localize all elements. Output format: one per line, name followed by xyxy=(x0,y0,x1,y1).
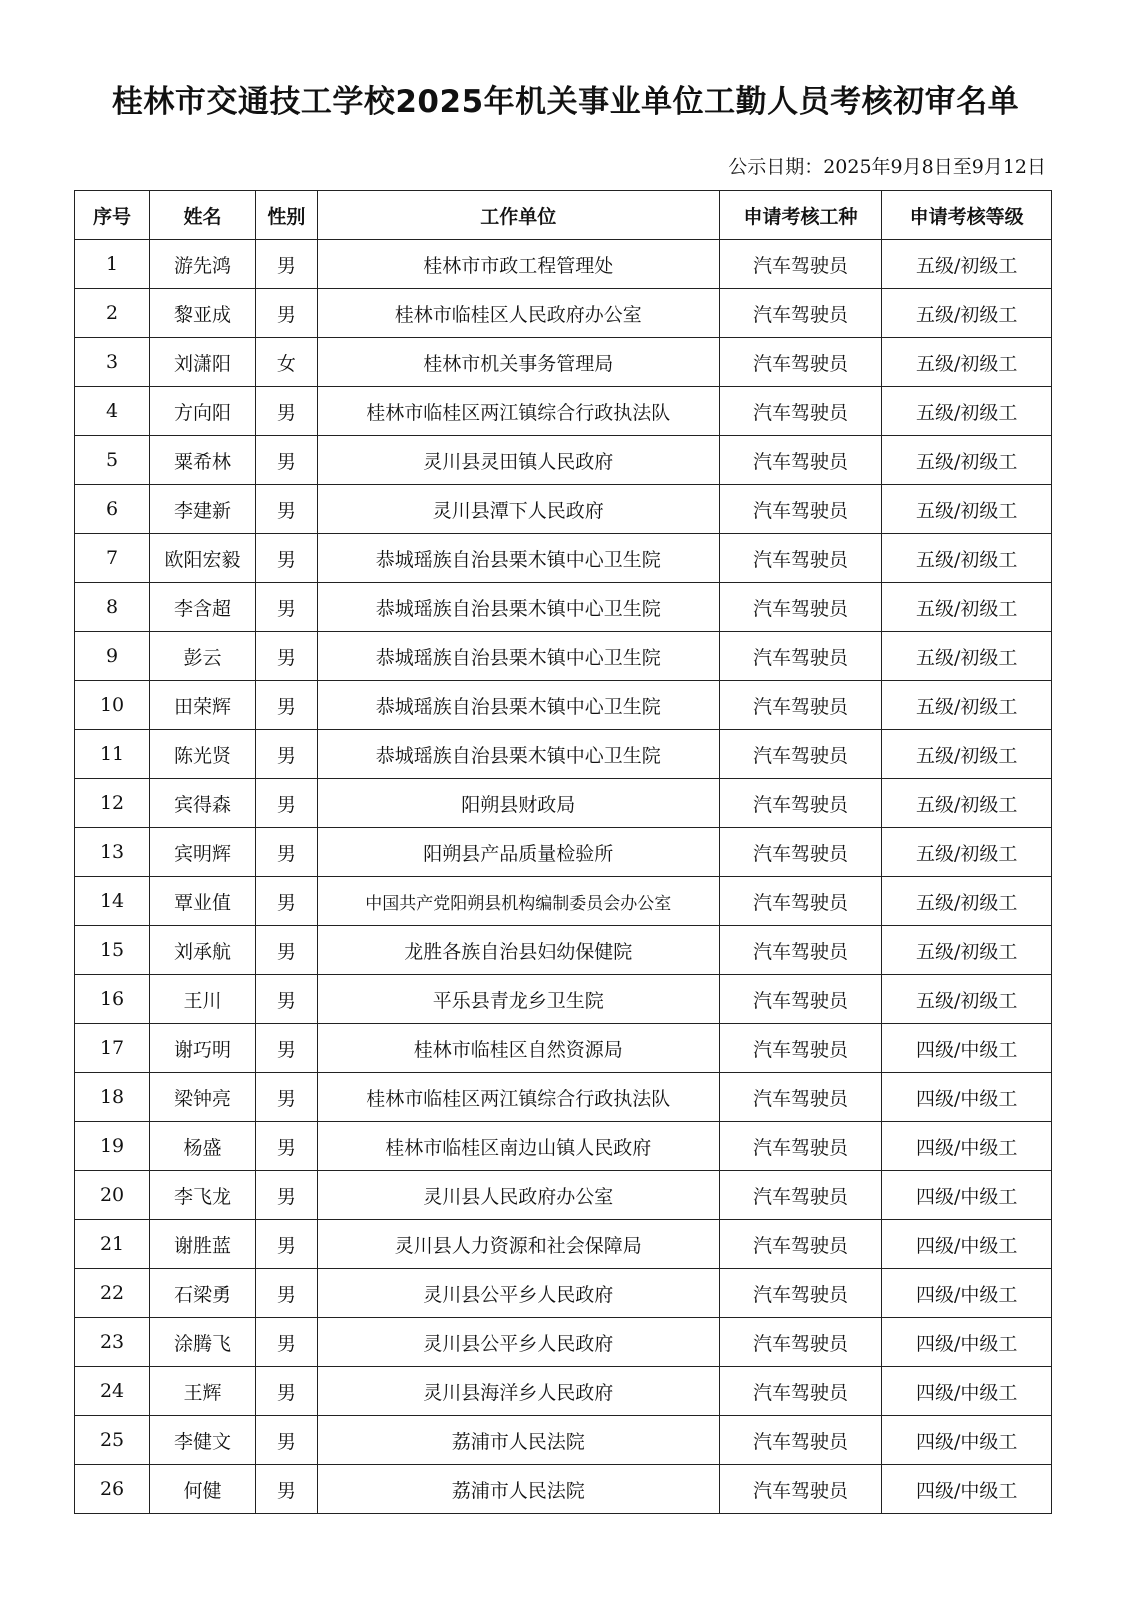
cell-gender: 男 xyxy=(255,730,317,779)
header-gender: 性别 xyxy=(255,191,317,240)
cell-name: 宾得森 xyxy=(150,779,256,828)
cell-seq: 22 xyxy=(75,1269,150,1318)
cell-seq: 12 xyxy=(75,779,150,828)
table-row xyxy=(75,240,1052,289)
cell-trade: 汽车驾驶员 xyxy=(719,1465,881,1514)
cell-gender: 男 xyxy=(255,1318,317,1367)
cell-gender: 男 xyxy=(255,1269,317,1318)
cell-name: 李飞龙 xyxy=(150,1171,256,1220)
cell-trade: 汽车驾驶员 xyxy=(719,1122,881,1171)
cell-seq: 8 xyxy=(75,583,150,632)
cell-name: 彭云 xyxy=(150,632,256,681)
cell-level: 四级/中级工 xyxy=(882,1024,1052,1073)
cell-seq: 26 xyxy=(75,1465,150,1514)
cell-unit: 恭城瑶族自治县栗木镇中心卫生院 xyxy=(317,534,719,583)
cell-seq: 4 xyxy=(75,387,150,436)
roster-table xyxy=(74,190,1052,1514)
table-row xyxy=(75,289,1052,338)
cell-gender: 男 xyxy=(255,240,317,289)
cell-level: 五级/初级工 xyxy=(882,289,1052,338)
cell-seq: 3 xyxy=(75,338,150,387)
cell-trade: 汽车驾驶员 xyxy=(719,1073,881,1122)
cell-trade: 汽车驾驶员 xyxy=(719,289,881,338)
cell-unit: 平乐县青龙乡卫生院 xyxy=(317,975,719,1024)
cell-level: 五级/初级工 xyxy=(882,534,1052,583)
header-name: 姓名 xyxy=(150,191,256,240)
table-row xyxy=(75,877,1052,926)
cell-name: 方向阳 xyxy=(150,387,256,436)
document-title: 桂林市交通技工学校2025年机关事业单位工勤人员考核初审名单 xyxy=(111,84,1020,120)
cell-trade: 汽车驾驶员 xyxy=(719,1024,881,1073)
cell-trade: 汽车驾驶员 xyxy=(719,485,881,534)
cell-gender: 男 xyxy=(255,1220,317,1269)
cell-trade: 汽车驾驶员 xyxy=(719,681,881,730)
cell-gender: 男 xyxy=(255,681,317,730)
cell-seq: 10 xyxy=(75,681,150,730)
cell-gender: 男 xyxy=(255,1367,317,1416)
cell-level: 五级/初级工 xyxy=(882,828,1052,877)
cell-trade: 汽车驾驶员 xyxy=(719,1416,881,1465)
cell-name: 李建新 xyxy=(150,485,256,534)
cell-trade: 汽车驾驶员 xyxy=(719,534,881,583)
cell-name: 覃业值 xyxy=(150,877,256,926)
cell-level: 五级/初级工 xyxy=(882,730,1052,779)
cell-gender: 男 xyxy=(255,1465,317,1514)
cell-name: 游先鸿 xyxy=(150,240,256,289)
cell-unit: 灵川县公平乡人民政府 xyxy=(317,1269,719,1318)
cell-level: 四级/中级工 xyxy=(882,1171,1052,1220)
cell-seq: 11 xyxy=(75,730,150,779)
table-row xyxy=(75,1269,1052,1318)
cell-name: 黎亚成 xyxy=(150,289,256,338)
cell-unit: 桂林市临桂区人民政府办公室 xyxy=(317,289,719,338)
cell-level: 五级/初级工 xyxy=(882,338,1052,387)
cell-unit: 灵川县人民政府办公室 xyxy=(317,1171,719,1220)
cell-trade: 汽车驾驶员 xyxy=(719,583,881,632)
cell-unit: 桂林市市政工程管理处 xyxy=(317,240,719,289)
cell-name: 谢巧明 xyxy=(150,1024,256,1073)
cell-level: 五级/初级工 xyxy=(882,975,1052,1024)
cell-unit: 灵川县海洋乡人民政府 xyxy=(317,1367,719,1416)
cell-unit: 恭城瑶族自治县栗木镇中心卫生院 xyxy=(317,583,719,632)
cell-unit: 龙胜各族自治县妇幼保健院 xyxy=(317,926,719,975)
cell-seq: 15 xyxy=(75,926,150,975)
cell-unit: 灵川县公平乡人民政府 xyxy=(317,1318,719,1367)
cell-unit: 灵川县潭下人民政府 xyxy=(317,485,719,534)
cell-level: 四级/中级工 xyxy=(882,1416,1052,1465)
cell-seq: 24 xyxy=(75,1367,150,1416)
cell-name: 何健 xyxy=(150,1465,256,1514)
cell-level: 五级/初级工 xyxy=(882,485,1052,534)
table-row xyxy=(75,387,1052,436)
cell-seq: 7 xyxy=(75,534,150,583)
cell-gender: 男 xyxy=(255,828,317,877)
cell-trade: 汽车驾驶员 xyxy=(719,975,881,1024)
cell-level: 四级/中级工 xyxy=(882,1367,1052,1416)
cell-trade: 汽车驾驶员 xyxy=(719,877,881,926)
table-row xyxy=(75,779,1052,828)
cell-level: 四级/中级工 xyxy=(882,1073,1052,1122)
table-row xyxy=(75,436,1052,485)
cell-unit: 荔浦市人民法院 xyxy=(317,1416,719,1465)
cell-seq: 5 xyxy=(75,436,150,485)
cell-gender: 男 xyxy=(255,583,317,632)
cell-unit: 桂林市临桂区两江镇综合行政执法队 xyxy=(317,1073,719,1122)
cell-name: 涂腾飞 xyxy=(150,1318,256,1367)
cell-trade: 汽车驾驶员 xyxy=(719,1367,881,1416)
table-row xyxy=(75,632,1052,681)
cell-gender: 男 xyxy=(255,926,317,975)
table-row xyxy=(75,1318,1052,1367)
header-seq: 序号 xyxy=(75,191,150,240)
table-row xyxy=(75,828,1052,877)
cell-trade: 汽车驾驶员 xyxy=(719,338,881,387)
cell-seq: 18 xyxy=(75,1073,150,1122)
cell-unit: 桂林市临桂区南边山镇人民政府 xyxy=(317,1122,719,1171)
cell-gender: 男 xyxy=(255,1122,317,1171)
cell-name: 欧阳宏毅 xyxy=(150,534,256,583)
table-row xyxy=(75,975,1052,1024)
cell-level: 四级/中级工 xyxy=(882,1269,1052,1318)
cell-unit: 中国共产党阳朔县机构编制委员会办公室 xyxy=(317,877,719,926)
cell-seq: 25 xyxy=(75,1416,150,1465)
cell-seq: 14 xyxy=(75,877,150,926)
cell-trade: 汽车驾驶员 xyxy=(719,926,881,975)
table-row xyxy=(75,1465,1052,1514)
cell-gender: 男 xyxy=(255,534,317,583)
cell-gender: 男 xyxy=(255,485,317,534)
cell-seq: 2 xyxy=(75,289,150,338)
publication-date: 公示日期：2025年9月8日至9月12日 xyxy=(728,156,1046,178)
cell-gender: 男 xyxy=(255,1073,317,1122)
cell-trade: 汽车驾驶员 xyxy=(719,1220,881,1269)
cell-trade: 汽车驾驶员 xyxy=(719,1171,881,1220)
cell-seq: 9 xyxy=(75,632,150,681)
cell-seq: 1 xyxy=(75,240,150,289)
cell-unit: 桂林市机关事务管理局 xyxy=(317,338,719,387)
cell-name: 宾明辉 xyxy=(150,828,256,877)
cell-seq: 17 xyxy=(75,1024,150,1073)
cell-level: 五级/初级工 xyxy=(882,240,1052,289)
cell-level: 五级/初级工 xyxy=(882,387,1052,436)
cell-gender: 男 xyxy=(255,975,317,1024)
table-row xyxy=(75,485,1052,534)
cell-level: 五级/初级工 xyxy=(882,436,1052,485)
cell-unit: 桂林市临桂区自然资源局 xyxy=(317,1024,719,1073)
cell-unit: 恭城瑶族自治县栗木镇中心卫生院 xyxy=(317,730,719,779)
cell-level: 四级/中级工 xyxy=(882,1318,1052,1367)
cell-unit: 灵川县灵田镇人民政府 xyxy=(317,436,719,485)
cell-gender: 男 xyxy=(255,632,317,681)
cell-seq: 6 xyxy=(75,485,150,534)
cell-unit: 阳朔县产品质量检验所 xyxy=(317,828,719,877)
cell-seq: 16 xyxy=(75,975,150,1024)
table-header-row xyxy=(75,191,1052,240)
cell-trade: 汽车驾驶员 xyxy=(719,730,881,779)
cell-unit: 阳朔县财政局 xyxy=(317,779,719,828)
cell-gender: 女 xyxy=(255,338,317,387)
cell-seq: 13 xyxy=(75,828,150,877)
table-row xyxy=(75,1171,1052,1220)
cell-level: 五级/初级工 xyxy=(882,583,1052,632)
table-row xyxy=(75,1073,1052,1122)
cell-name: 刘潇阳 xyxy=(150,338,256,387)
cell-name: 谢胜蓝 xyxy=(150,1220,256,1269)
cell-trade: 汽车驾驶员 xyxy=(719,779,881,828)
cell-gender: 男 xyxy=(255,1171,317,1220)
cell-name: 石梁勇 xyxy=(150,1269,256,1318)
cell-level: 五级/初级工 xyxy=(882,877,1052,926)
cell-name: 王辉 xyxy=(150,1367,256,1416)
table-row xyxy=(75,534,1052,583)
cell-gender: 男 xyxy=(255,387,317,436)
cell-level: 四级/中级工 xyxy=(882,1465,1052,1514)
cell-name: 李含超 xyxy=(150,583,256,632)
table-row xyxy=(75,681,1052,730)
cell-gender: 男 xyxy=(255,877,317,926)
cell-unit: 恭城瑶族自治县栗木镇中心卫生院 xyxy=(317,632,719,681)
cell-level: 五级/初级工 xyxy=(882,779,1052,828)
cell-trade: 汽车驾驶员 xyxy=(719,632,881,681)
table-row xyxy=(75,1416,1052,1465)
table-row xyxy=(75,730,1052,779)
cell-unit: 桂林市临桂区两江镇综合行政执法队 xyxy=(317,387,719,436)
cell-trade: 汽车驾驶员 xyxy=(719,1269,881,1318)
cell-level: 五级/初级工 xyxy=(882,681,1052,730)
table-row xyxy=(75,1024,1052,1073)
table-row xyxy=(75,1367,1052,1416)
cell-name: 梁钟亮 xyxy=(150,1073,256,1122)
cell-name: 李健文 xyxy=(150,1416,256,1465)
cell-level: 四级/中级工 xyxy=(882,1122,1052,1171)
header-trade: 申请考核工种 xyxy=(719,191,881,240)
cell-trade: 汽车驾驶员 xyxy=(719,387,881,436)
cell-level: 五级/初级工 xyxy=(882,632,1052,681)
cell-gender: 男 xyxy=(255,1024,317,1073)
cell-seq: 19 xyxy=(75,1122,150,1171)
table-body xyxy=(75,240,1052,1514)
cell-name: 粟希林 xyxy=(150,436,256,485)
cell-name: 田荣辉 xyxy=(150,681,256,730)
table-row xyxy=(75,583,1052,632)
cell-level: 四级/中级工 xyxy=(882,1220,1052,1269)
cell-name: 刘承航 xyxy=(150,926,256,975)
cell-gender: 男 xyxy=(255,289,317,338)
cell-seq: 21 xyxy=(75,1220,150,1269)
table-row xyxy=(75,338,1052,387)
table-row xyxy=(75,1220,1052,1269)
table-row xyxy=(75,1122,1052,1171)
cell-seq: 20 xyxy=(75,1171,150,1220)
header-unit: 工作单位 xyxy=(317,191,719,240)
cell-trade: 汽车驾驶员 xyxy=(719,436,881,485)
cell-gender: 男 xyxy=(255,436,317,485)
cell-unit: 荔浦市人民法院 xyxy=(317,1465,719,1514)
cell-unit: 恭城瑶族自治县栗木镇中心卫生院 xyxy=(317,681,719,730)
cell-gender: 男 xyxy=(255,1416,317,1465)
table-row xyxy=(75,926,1052,975)
cell-trade: 汽车驾驶员 xyxy=(719,828,881,877)
header-level: 申请考核等级 xyxy=(882,191,1052,240)
cell-seq: 23 xyxy=(75,1318,150,1367)
cell-name: 杨盛 xyxy=(150,1122,256,1171)
cell-level: 五级/初级工 xyxy=(882,926,1052,975)
cell-trade: 汽车驾驶员 xyxy=(719,240,881,289)
cell-unit: 灵川县人力资源和社会保障局 xyxy=(317,1220,719,1269)
cell-gender: 男 xyxy=(255,779,317,828)
cell-trade: 汽车驾驶员 xyxy=(719,1318,881,1367)
cell-name: 王川 xyxy=(150,975,256,1024)
cell-name: 陈光贤 xyxy=(150,730,256,779)
